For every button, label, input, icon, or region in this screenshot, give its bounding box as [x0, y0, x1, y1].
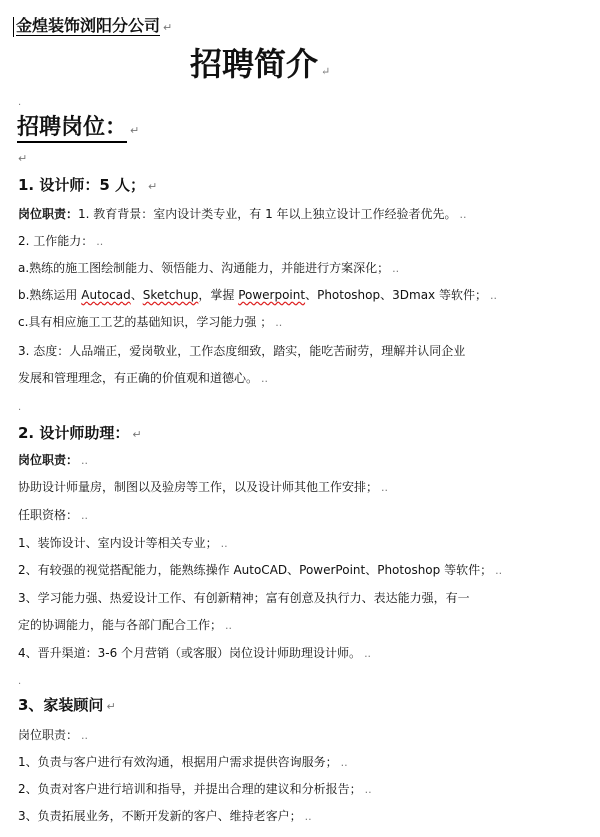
break-mark: .. — [381, 481, 389, 494]
empty-paragraph-mark: . — [18, 97, 22, 108]
designer-line-3-row — [18, 260, 399, 277]
sketchup-text: Sketchup — [142, 288, 199, 302]
duty-label: 岗位职责： — [18, 728, 79, 742]
break-mark: .. — [220, 537, 228, 550]
assistant-qual-row — [18, 507, 88, 524]
empty-paragraph-mark: . — [18, 676, 22, 687]
assistant-line-3: 2、有较强的视觉搭配能力，能熟练操作 AutoCAD、PowerPoint、Photoshop 等软件； — [18, 563, 493, 577]
designer-duty-line — [18, 206, 467, 223]
break-mark: .. — [392, 262, 400, 275]
assistant-line-1: 协助设计师量房，制图以及验房等工作，以及设计师其他工作安排； — [18, 480, 379, 494]
consultant-heading — [18, 695, 116, 717]
empty-paragraph-mark: . — [18, 402, 22, 413]
assistant-heading-text: 2. 设计师助理： — [18, 424, 130, 442]
qualification-label: 任职资格： — [18, 508, 79, 522]
assistant-line-6-row — [18, 645, 371, 662]
assistant-line-4: 3、学习能力强、热爱设计工作、有创新精神；富有创意及执行力、表达能力强，有一 — [18, 591, 470, 605]
assistant-line-3-row — [18, 562, 502, 579]
return-mark: ↵ — [321, 65, 331, 78]
break-mark: .. — [261, 372, 269, 385]
break-mark: .. — [304, 810, 312, 823]
designer-line-6-row — [18, 343, 465, 359]
designer-line-6: 3. 态度：人品端正，爱岗敬业，工作态度细致，踏实，能吃苦耐劳，理解并认同企业 — [18, 344, 466, 358]
consultant-heading-text: 3、家装顾问 — [18, 696, 104, 714]
break-mark: .. — [96, 235, 104, 248]
autocad-text: Autocad — [81, 288, 131, 302]
consultant-line-2-row — [18, 781, 372, 798]
company-name[interactable] — [16, 16, 172, 38]
return-mark: ↵ — [106, 700, 116, 713]
designer-line-3: a.熟练的施工图绘制能力、领悟能力、沟通能力，并能进行方案深化； — [18, 261, 390, 275]
designer-line-7: 发展和管理理念，有正确的价值观和道德心。 — [18, 371, 259, 385]
break-mark: .. — [81, 509, 89, 522]
assistant-line-4-row — [18, 590, 470, 606]
powerpoint-text: Powerpoint — [238, 288, 306, 302]
assistant-line-1-row — [18, 479, 388, 496]
consultant-line-3-row — [18, 808, 312, 825]
assistant-line-5: 定的协调能力，能与各部门配合工作； — [18, 618, 223, 632]
page-title-text: 招聘简介 — [190, 45, 319, 83]
break-mark: .. — [340, 756, 348, 769]
break-mark: .. — [81, 729, 89, 742]
designer-heading — [18, 175, 157, 197]
designer-line-4c: ，掌握 — [198, 288, 239, 302]
designer-line-4-row — [18, 287, 497, 304]
return-mark: ↵ — [163, 21, 173, 34]
consultant-line-1-row — [18, 754, 348, 771]
designer-line-4a: b.熟练运用 — [18, 288, 82, 302]
positions-heading-text: 招聘岗位： — [17, 115, 127, 143]
designer-line-5: c.具有相应施工工艺的基础知识，学习能力强 ； — [18, 315, 273, 329]
consultant-line-3: 3、负责拓展业务，不断开发新的客户、维持老客户； — [18, 809, 302, 823]
assistant-line-5-row — [18, 617, 232, 634]
break-mark: .. — [364, 783, 372, 796]
designer-heading-text: 1. 设计师：5 人； — [18, 176, 146, 194]
designer-line-5-row — [18, 314, 282, 331]
designer-line-7-row — [18, 370, 268, 387]
text-cursor — [13, 17, 14, 37]
duty-label: 岗位职责： — [18, 453, 79, 467]
consultant-duty-row — [18, 727, 88, 744]
page-title — [190, 44, 330, 92]
break-mark: .. — [225, 619, 233, 632]
company-name-text: 金煌装饰浏阳分公司 — [16, 16, 161, 35]
empty-paragraph — [18, 150, 27, 167]
assistant-heading — [18, 423, 142, 445]
break-mark: .. — [489, 289, 497, 302]
assistant-line-2-row — [18, 535, 228, 552]
return-mark: ↵ — [148, 180, 158, 193]
duty-label: 岗位职责： — [18, 207, 79, 221]
designer-line-4d: 、Photoshop、3Dmax 等软件； — [305, 288, 487, 302]
assistant-line-2: 1、装饰设计、室内设计等相关专业； — [18, 536, 218, 550]
designer-line-2-row — [18, 233, 103, 250]
break-mark: .. — [81, 454, 89, 467]
consultant-line-2: 2、负责对客户进行培训和指导，并提出合理的建议和分析报告； — [18, 782, 362, 796]
designer-line-2: 2. 工作能力： — [18, 234, 94, 248]
return-mark: ↵ — [18, 152, 28, 165]
assistant-line-6: 4、晋升渠道：3-6 个月营销（或客服）岗位设计师助理设计师。 — [18, 646, 362, 660]
break-mark: .. — [275, 316, 283, 329]
break-mark: .. — [364, 647, 372, 660]
return-mark: ↵ — [132, 428, 142, 441]
designer-line-1: 1. 教育背景：室内设计类专业，有 1 年以上独立设计工作经验者优先。 — [78, 207, 457, 221]
consultant-line-1: 1、负责与客户进行有效沟通，根据用户需求提供咨询服务； — [18, 755, 338, 769]
positions-heading — [17, 114, 139, 145]
break-mark: .. — [459, 208, 467, 221]
return-mark: ↵ — [130, 124, 140, 137]
break-mark: .. — [495, 564, 503, 577]
designer-line-4b: 、 — [130, 288, 143, 302]
assistant-duty-row — [18, 452, 88, 469]
